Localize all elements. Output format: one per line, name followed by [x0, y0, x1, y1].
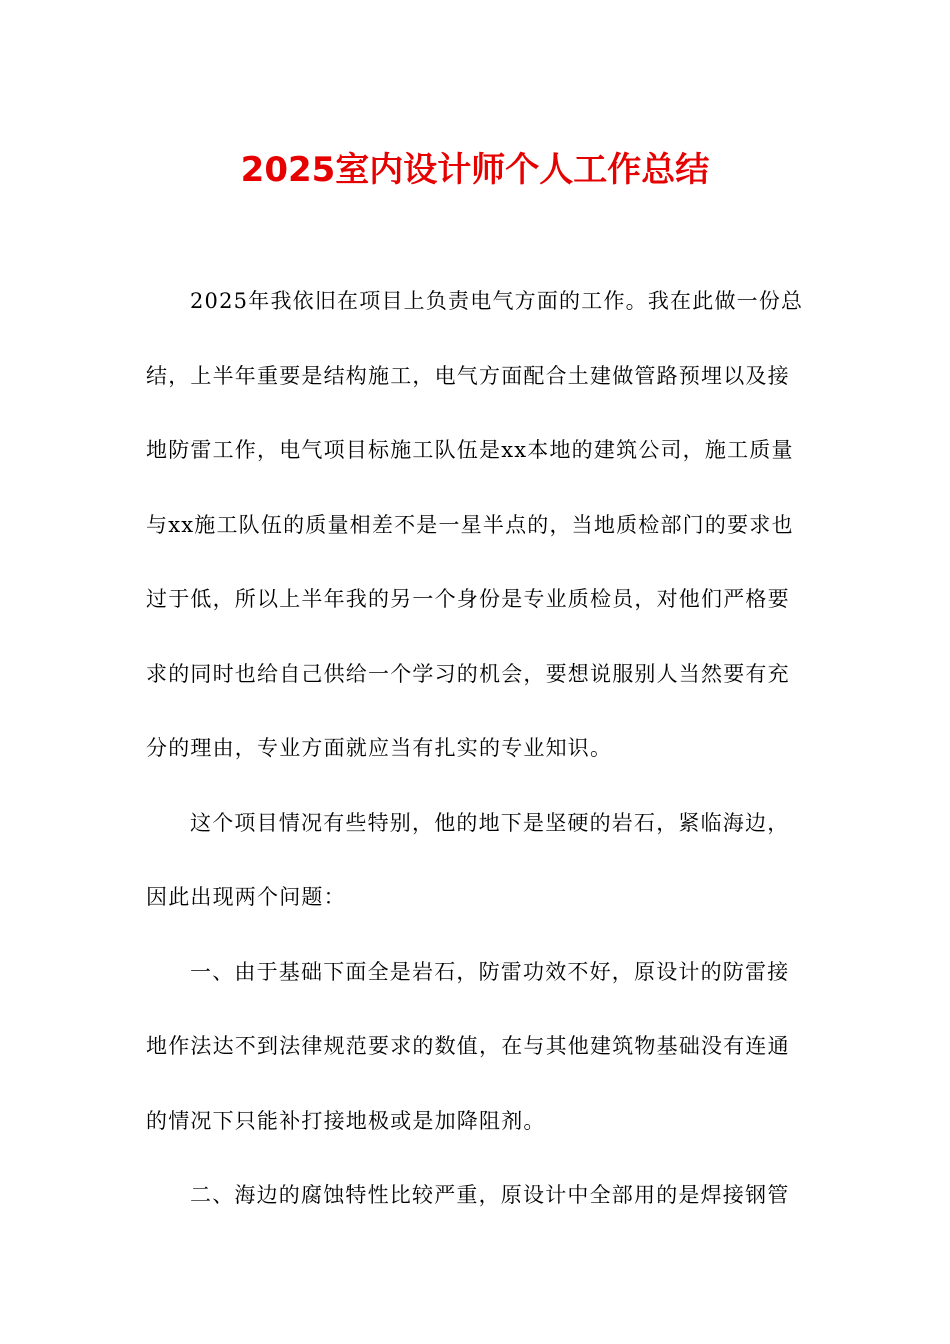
paragraph-line: 一、由于基础下面全是岩石，防雷功效不好，原设计的防雷接: [190, 959, 790, 984]
paragraph-line: 地防雷工作，电气项目标施工队伍是xx本地的建筑公司，施工质量: [146, 438, 794, 462]
paragraph-line: 这个项目情况有些特别，他的地下是坚硬的岩石，紧临海边，: [190, 810, 790, 835]
paragraph-line: 与xx施工队伍的质量相差不是一星半点的，当地质检部门的要求也: [146, 512, 794, 537]
paragraph-line: 结，上半年重要是结构施工，电气方面配合土建做管路预埋以及接: [146, 363, 790, 388]
document-body: [146, 278, 806, 1247]
paragraph-line: 2025年我依旧在项目上负责电气方面的工作。我在此做一份总: [190, 289, 804, 313]
paragraph-line: 地作法达不到法律规范要求的数值，在与其他建筑物基础没有连通: [146, 1034, 790, 1058]
paragraph-line: 求的同时也给自己供给一个学习的机会，要想说服别人当然要有充: [146, 661, 790, 686]
paragraph-line: 过于低，所以上半年我的另一个身份是专业质检员，对他们严格要: [146, 587, 790, 611]
paragraph-line: 分的理由，专业方面就应当有扎实的专业知识。: [146, 736, 613, 760]
paragraph-line: 因此出现两个问题：: [146, 885, 346, 909]
paragraph-line: 二、海边的腐蚀特性比较严重，原设计中全部用的是焊接钢管: [190, 1183, 790, 1207]
paragraph-line: 的情况下只能补打接地极或是加降阻剂。: [146, 1108, 546, 1133]
document-title: 2025室内设计师个人工作总结: [240, 150, 710, 190]
